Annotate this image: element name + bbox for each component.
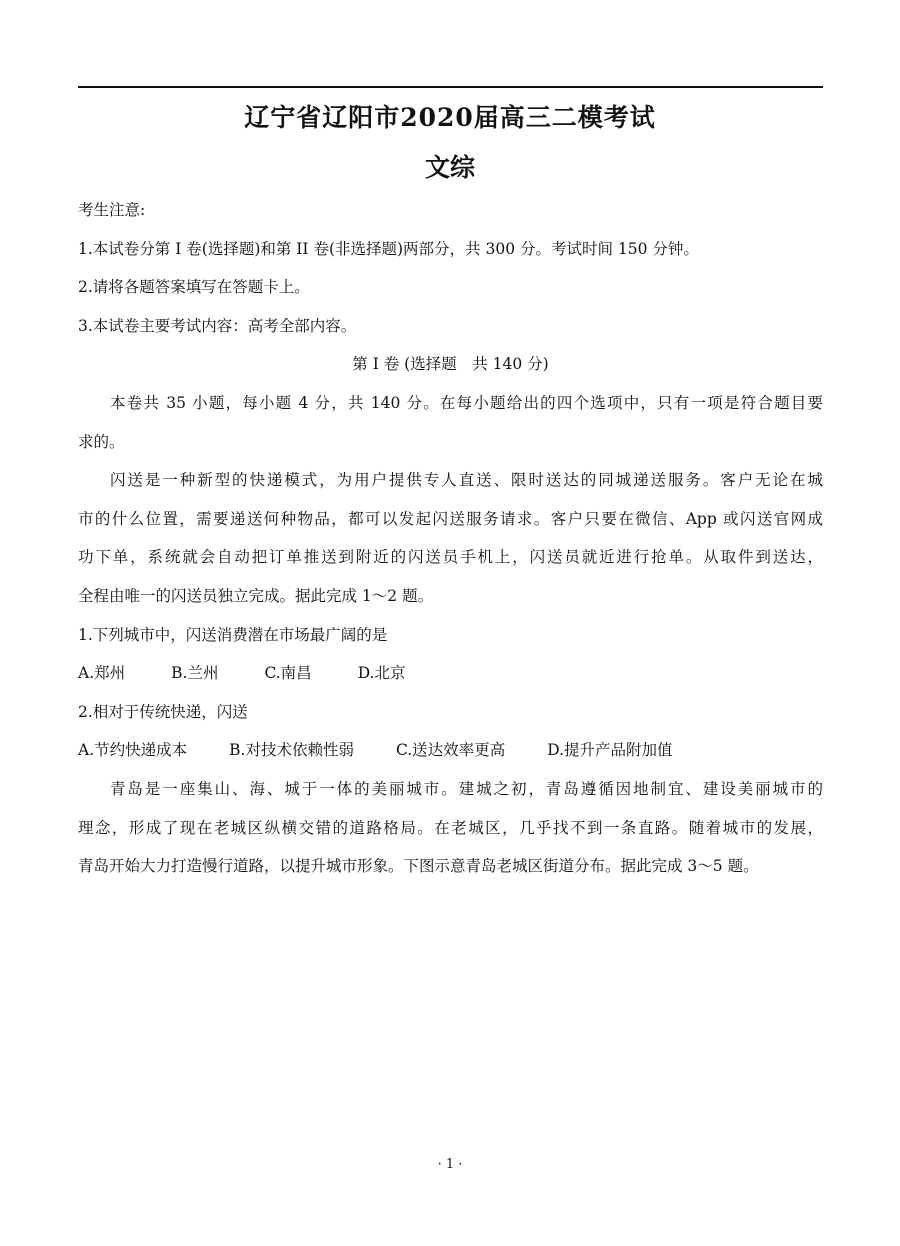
passage2-line: 青岛开始大力打造慢行道路，以提升城市形象。下图示意青岛老城区街道分布。据此完成 3～5 题。 — [78, 857, 759, 876]
question2-option-b: B.对技术依赖性弱 — [229, 741, 354, 760]
question2-stem: 2.相对于传统快递，闪送 — [78, 702, 248, 721]
section-intro-line: 求的。 — [78, 432, 125, 451]
passage2-line: 理念，形成了现在老城区纵横交错的道路格局。在老城区，几乎找不到一条直路。随着城市的发展， — [78, 818, 823, 837]
passage1-line: 市的什么位置，需要递送何种物品，都可以发起闪送服务请求。客户只要在微信、App 或闪送官网成 — [78, 509, 823, 528]
page-number: · 1 · — [437, 1157, 463, 1172]
passage1-line: 功下单，系统就会自动把订单推送到附近的闪送员手机上，闪送员就近进行抢单。从取件到送达， — [78, 548, 823, 567]
question2-option-c: C.送达效率更高 — [395, 741, 506, 760]
exam-subject: 文综 — [424, 153, 475, 182]
question1-stem: 1.下列城市中，闪送消费潜在市场最广阔的是 — [78, 625, 388, 644]
question2-option-a: A.节约快递成本 — [78, 741, 188, 760]
section-intro-line: 本卷共 35 小题，每小题 4 分，共 140 分。在每小题给出的四个选项中，只有一项是符合题目要 — [110, 393, 823, 412]
notice-item-3: 3.本试卷主要考试内容：高考全部内容。 — [78, 316, 357, 335]
notice-heading: 考生注意: — [78, 201, 146, 219]
exam-title: 辽宁省辽阳市2020届高三二模考试 — [244, 103, 656, 132]
question1-option-a: A.郑州 — [78, 664, 126, 683]
passage2-line: 青岛是一座集山、海、城于一体的美丽城市。建城之初，青岛遵循因地制宜、建设美丽城市的 — [110, 779, 823, 798]
question2-option-d: D.提升产品附加值 — [547, 741, 673, 760]
passage1-line: 闪送是一种新型的快递模式，为用户提供专人直送、限时送达的同城递送服务。客户无论在城 — [110, 471, 823, 490]
question1-option-c: C.南昌 — [264, 664, 312, 683]
top-rule — [78, 86, 823, 88]
notice-item-1: 1.本试卷分第 I 卷(选择题)和第 II 卷(非选择题)两部分，共 300 分。考试时间 150 分钟。 — [78, 239, 699, 258]
section-heading: 第 I 卷 (选择题 共 140 分) — [352, 355, 549, 374]
passage1-line: 全程由唯一的闪送员独立完成。据此完成 1～2 题。 — [78, 586, 434, 605]
document-body — [78, 196, 823, 891]
question1-option-d: D.北京 — [357, 664, 406, 683]
question2-options — [78, 736, 823, 775]
question1-option-b: B.兰州 — [171, 664, 219, 683]
notice-item-2: 2.请将各题答案填写在答题卡上。 — [78, 278, 310, 297]
question1-options — [78, 659, 823, 698]
